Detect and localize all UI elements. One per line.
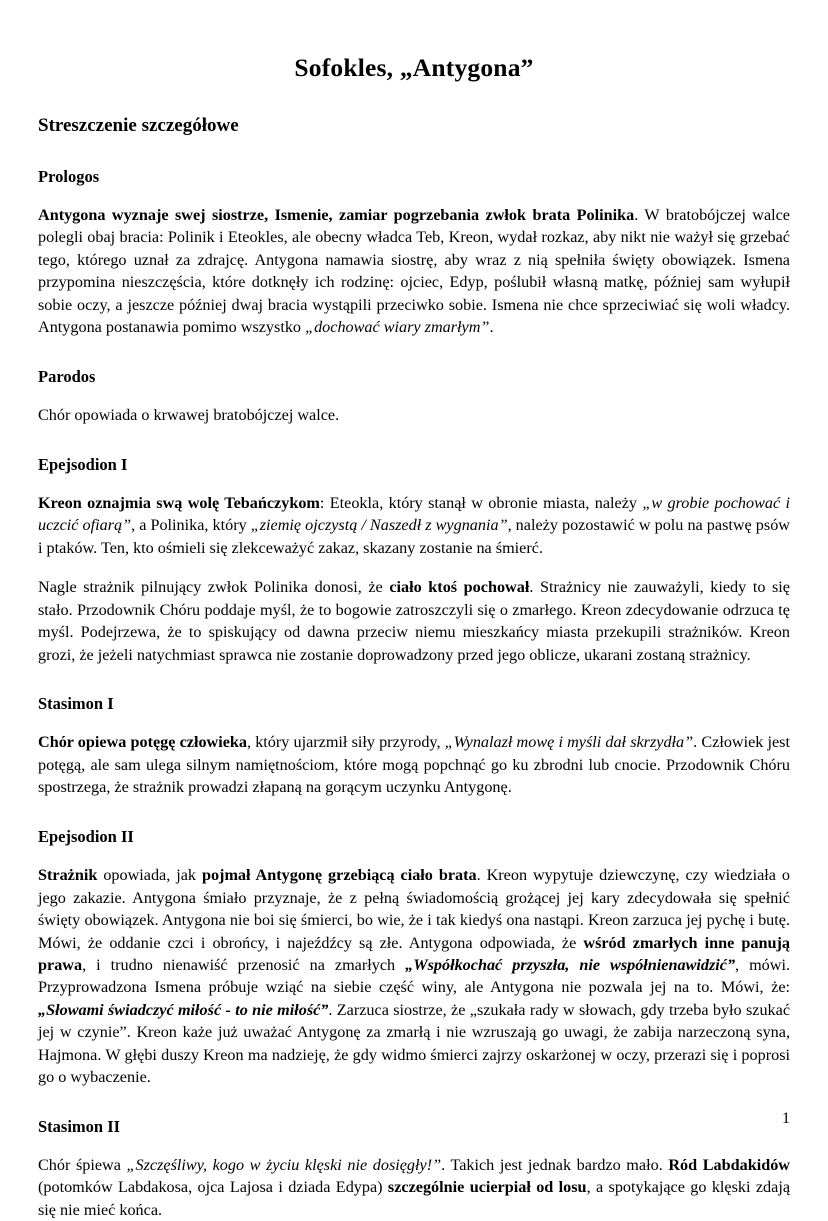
text-run: , który ujarzmił siły przyrody, xyxy=(247,733,445,752)
text-run: , a Polinika, który xyxy=(131,516,251,535)
body-paragraph xyxy=(38,731,790,798)
body-paragraph xyxy=(38,1154,790,1221)
text-run: . Zarzuca siostrze, że „szukała rady w słowach, gdy trzeba było szukać jej w czynie”. Kreon każe już uważać Antygonę za zmarłą i nie wzruszają go uwagi, że zabija narzeczoną syna, Hajmona. W głębi duszy Kreon ma nadzieję, że gdy widmo śmierci zajrzy oskarżonej w oczy, przerazi się i poprosi go o wybaczenie. xyxy=(38,1000,791,1087)
section-heading: Epejsodion I xyxy=(38,454,128,474)
text-run: Ród Labdakidów xyxy=(668,1156,790,1174)
text-run: Nagle strażnik pilnujący zwłok Polinika donosi, że xyxy=(38,578,390,597)
text-run: , i trudno nienawiść przenosić na zmarłych xyxy=(82,955,406,974)
page-number: 1 xyxy=(782,1110,790,1127)
text-run: , mówi. Przyprowadzona Ismena próbuje wziąć na siebie część winy, ale Antygona nie pozwala jej na to. Mówi, że: xyxy=(38,955,791,997)
text-run: opowiada, jak xyxy=(97,866,202,885)
text-run: pojmał Antygonę grzebiącą ciało brata xyxy=(201,866,477,885)
text-run: , a spotykające go klęski zdają się nie mieć końca. xyxy=(38,1178,791,1219)
text-run: ciało ktoś pochował xyxy=(389,578,530,597)
body-paragraph xyxy=(38,576,790,666)
body-paragraph xyxy=(38,864,790,1088)
text-run: Chór opiewa potęgę człowieka xyxy=(38,733,248,752)
page-title: Sofokles, „Antygona” xyxy=(294,53,534,82)
text-run: . Człowiek jest potęgą, ale sam ulega silnym namiętnościom, które mogą popchnąć go ku zbrodni lub cnocie. Przodownik Chóru spostrzega, że strażnik prowadzi złapaną na gorącym uczynku Antygonę. xyxy=(38,733,790,797)
text-run: , należy pozostawić w polu na pastwę psów i ptaków. Ten, kto ośmieli się zlekceważyć zakaz, skazany zostanie na śmierć. xyxy=(38,516,790,557)
text-run: Strażnik xyxy=(38,866,98,885)
text-run: Chór opowiada o krwawej bratobójczej walce. xyxy=(38,406,340,425)
text-run: „Współkochać przyszła, nie współnienawidzić” xyxy=(405,955,736,974)
text-run: „Wynalazł mowę i myśli dał skrzydła” xyxy=(444,733,694,752)
text-run: „dochować wiary zmarłym” xyxy=(305,318,490,337)
text-run: : Eteokla, który stanął w obronie miasta, należy xyxy=(319,493,643,512)
section-heading: Parodos xyxy=(38,366,96,386)
text-run: . Takich jest jednak bardzo mało. xyxy=(441,1156,669,1174)
text-run: . xyxy=(489,318,494,337)
body-paragraph xyxy=(38,492,790,559)
text-run: (potomków Labdakosa, ojca Lajosa i dziada Edypa) xyxy=(38,1178,388,1197)
text-run: . Strażnicy nie zauważyli, kiedy to się stało. Przodownik Chóru poddaje myśl, że to bogowie zatroszczyli się o zmarłego. Kreon zdecydowanie odrzuca tę myśl. Podejrzewa, że to spiskujący od dawna przeciw niemu mieszkańcy miasta przekupili strażników. Kreon grozi, że jeżeli natychmiast sprawca nie zostanie doprowadzony przed jego oblicze, ukarani zostaną strażnicy. xyxy=(38,578,790,664)
text-run: „Szczęśliwy, kogo w życiu klęski nie dosięgły!” xyxy=(126,1156,442,1174)
text-run: . W bratobójczej walce polegli obaj bracia: Polinik i Eteokles, ale obecny władca Teb, Kreon, wydał rozkaz, aby nikt nie ważył się grzebać tego, którego uznał za zdrajcę. Antygona namawia siostrę, aby wraz z nią spełniła święty obowiązek. Ismena przypomina nieszczęścia, które dotknęły ich rodzinę: ojciec, Edyp, poślubił własną matkę, później sam wyłupił sobie oczy, a jeszcze później dwaj bracia wystąpili przeciwko sobie. Ismena nie chce sprzeciwiać się woli władcy. Antygona postanawia pomimo wszystko xyxy=(38,206,790,337)
text-run: Chór śpiewa xyxy=(38,1156,127,1174)
text-run: „w grobie pochować i uczcić ofiarą” xyxy=(38,493,790,535)
text-run: wśród zmarłych inne panują prawa xyxy=(38,933,790,974)
body-paragraph xyxy=(38,404,790,426)
text-run: Antygona wyznaje swej siostrze, Ismenie, zamiar pogrzebania zwłok brata Polinika xyxy=(38,206,635,224)
text-run: „ziemię ojczystą / Naszedł z wygnania” xyxy=(250,516,508,535)
text-run: szczególnie ucierpiał od losu xyxy=(387,1178,587,1197)
section-heading: Stasimon II xyxy=(38,1116,121,1136)
section-heading: Stasimon I xyxy=(38,694,114,713)
text-run: „Słowami świadczyć miłość - to nie miłość” xyxy=(38,1000,329,1019)
sections-container xyxy=(38,166,790,1221)
section-heading-summary: Streszczenie szczegółowe xyxy=(38,114,239,136)
text-run: . Kreon wypytuje dziewczynę, czy wiedziała o jego zakazie. Antygona śmiało przyznaje, że z pełną świadomością grożącej jej kary zdecydowała się spełnić święty obowiązek. Antygona nie boi się śmierci, bo wie, że i tak kiedyś ona nastąpi. Kreon zarzuca jej pychę i butę. Mówi, że oddanie czci i obrońcy, i najeźdźcy są złe. Antygona odpowiada, że xyxy=(38,866,790,952)
section-heading: Prologos xyxy=(38,166,100,186)
body-paragraph xyxy=(38,204,790,339)
text-run: Kreon oznajmia swą wolę Tebańczykom xyxy=(38,493,320,512)
section-heading: Epejsodion II xyxy=(38,826,134,846)
